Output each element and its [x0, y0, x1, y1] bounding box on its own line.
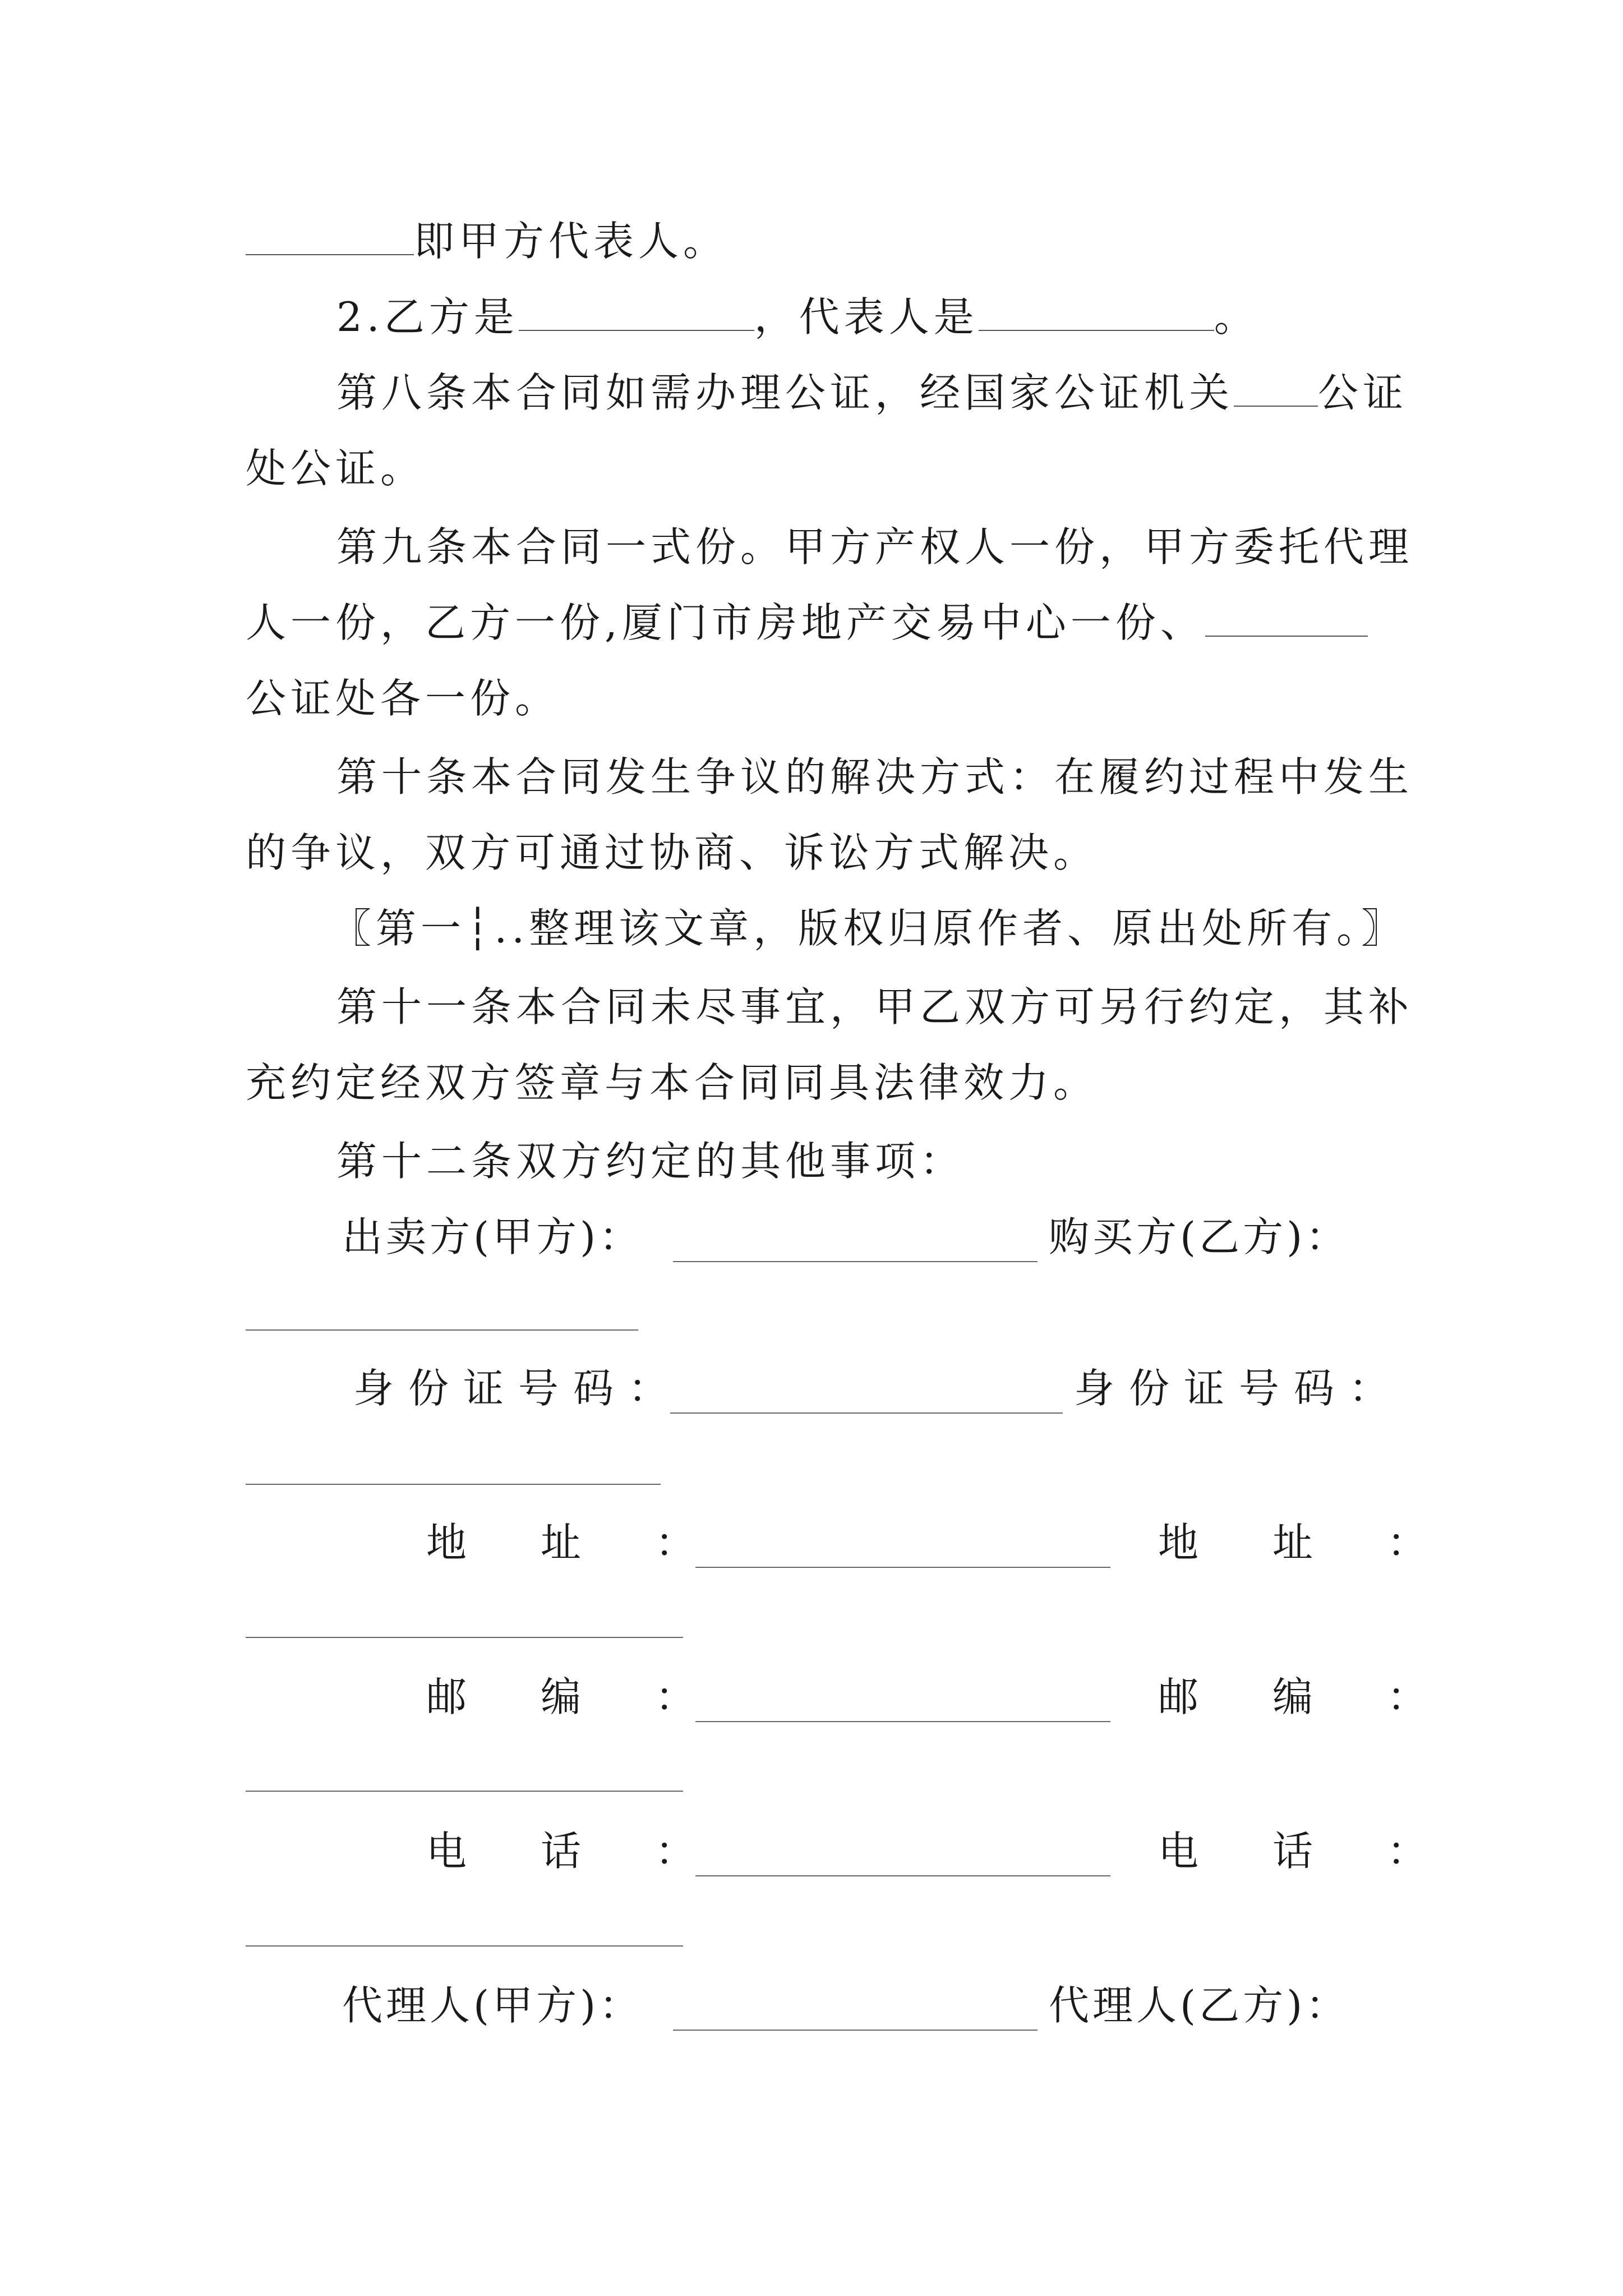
buyer-address-field[interactable] — [246, 1637, 683, 1638]
paragraph-line — [246, 1055, 1378, 1111]
text: 即甲方代表人。 — [414, 218, 728, 265]
text: 第十一条本合同未尽事宜，甲乙双方可另行约定，其补 — [336, 983, 1414, 1030]
paragraph-line — [336, 1133, 1378, 1189]
paragraph-line — [246, 440, 1378, 496]
seller-agent-label: 代理人(甲方)： — [342, 1982, 643, 2029]
paragraph-line — [336, 979, 1414, 1035]
seller-field[interactable] — [673, 1261, 1038, 1262]
buyer-phone-label: 电 话 ： — [1158, 1828, 1445, 1875]
buyer-id-field[interactable] — [246, 1484, 661, 1485]
buyer-field[interactable] — [246, 1329, 638, 1331]
paragraph-line — [336, 519, 1414, 575]
seller-id-label: 身份证号码： — [353, 1365, 684, 1412]
text: 处公证。 — [246, 445, 426, 492]
buyer-id-label: 身份证号码： — [1074, 1365, 1404, 1412]
paragraph-line — [246, 670, 1378, 726]
seller-phone-field[interactable] — [695, 1875, 1110, 1876]
paragraph-line — [246, 825, 1378, 881]
blank-field[interactable] — [979, 295, 1214, 331]
seller-address-field[interactable] — [695, 1567, 1110, 1568]
paragraph-line — [246, 595, 1378, 651]
text: 人一份，乙方一份,厦门市房地产交易中心一份、 — [246, 599, 1205, 646]
paragraph-line — [336, 749, 1414, 805]
seller-postcode-label: 邮 编 ： — [426, 1673, 713, 1720]
buyer-postcode-field[interactable] — [246, 1791, 683, 1792]
text: 。 — [1214, 293, 1259, 341]
seller-postcode-field[interactable] — [695, 1721, 1110, 1722]
buyer-postcode-label: 邮 编 ： — [1158, 1673, 1445, 1720]
buyer-phone-field[interactable] — [246, 1945, 683, 1947]
seller-id-field[interactable] — [670, 1412, 1063, 1414]
paragraph-line — [336, 289, 1378, 345]
text: 2.乙方是 — [336, 293, 519, 341]
text: ，代表人是 — [754, 293, 979, 341]
seller-address-label: 地 址 ： — [426, 1519, 713, 1566]
text: 的争议，双方可通过协商、诉讼方式解决。 — [246, 829, 1099, 876]
text: 公证处各一份。 — [246, 675, 560, 722]
paragraph-line — [331, 900, 1464, 956]
text: 第九条本合同一式份。甲方产权人一份，甲方委托代理 — [336, 523, 1414, 570]
text: 〖第一┆..整理该文章，版权归原作者、原出处所有。〗 — [331, 905, 1407, 952]
paragraph-line — [336, 365, 1408, 421]
seller-phone-label: 电 话 ： — [426, 1828, 713, 1875]
text: 公证 — [1318, 369, 1408, 416]
text: 第八条本合同如需办理公证，经国家公证机关 — [336, 369, 1234, 416]
seller-label: 出卖方(甲方)： — [342, 1213, 643, 1260]
blank-field[interactable] — [519, 295, 754, 331]
text: 第十条本合同发生争议的解决方式：在履约过程中发生 — [336, 753, 1414, 800]
paragraph-line — [246, 213, 1378, 269]
blank-field[interactable] — [246, 219, 414, 255]
blank-field[interactable] — [1205, 601, 1368, 637]
buyer-address-label: 地 址 ： — [1158, 1519, 1445, 1566]
text: 第十二条双方约定的其他事项： — [336, 1138, 965, 1185]
seller-agent-field[interactable] — [673, 2030, 1038, 2031]
text: 充约定经双方签章与本合同同具法律效力。 — [246, 1059, 1099, 1106]
blank-field[interactable] — [1234, 371, 1318, 407]
buyer-agent-label: 代理人(乙方)： — [1049, 1982, 1350, 2029]
buyer-label: 购买方(乙方)： — [1049, 1213, 1350, 1260]
